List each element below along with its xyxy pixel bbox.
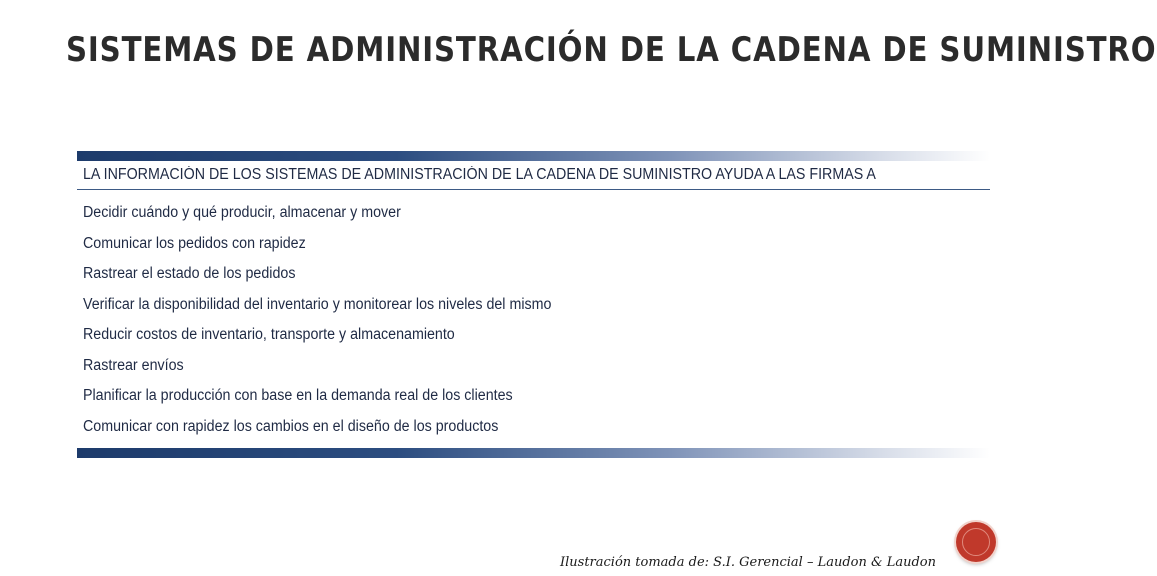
row-text: Planificar la producción con base en la demanda real de los clientes xyxy=(83,387,513,405)
slide-nav-button[interactable] xyxy=(956,522,996,562)
table-header-label: LA INFORMACIÓN DE LOS SISTEMAS DE ADMINISTRACIÓN DE LA CADENA DE SUMINISTRO AYUDA A LAS FIRMAS A xyxy=(83,166,876,183)
table-row xyxy=(77,412,990,443)
table-row xyxy=(77,290,990,321)
row-text: Comunicar los pedidos con rapidez xyxy=(83,234,306,252)
table-row xyxy=(77,229,990,260)
table-row xyxy=(77,381,990,412)
row-text: Reducir costos de inventario, transporte y almacenamiento xyxy=(83,326,455,344)
row-text: Decidir cuándo y qué producir, almacenar y mover xyxy=(83,204,401,222)
table-row xyxy=(77,351,990,382)
slide-title: SISTEMAS DE ADMINISTRACIÓN DE LA CADENA DE SUMINISTRO xyxy=(66,30,1157,70)
row-text: Rastrear el estado de los pedidos xyxy=(83,265,296,283)
table-rows xyxy=(77,190,990,448)
table-row xyxy=(77,259,990,290)
table-top-bar xyxy=(77,151,990,161)
table-row xyxy=(77,198,990,229)
table-row xyxy=(77,320,990,351)
row-text: Rastrear envíos xyxy=(83,356,184,374)
info-table xyxy=(77,151,990,458)
table-header xyxy=(77,161,990,190)
table-bottom-bar xyxy=(77,448,990,458)
image-credit-caption: Ilustración tomada de: S.I. Gerencial – Laudon & Laudon xyxy=(560,555,936,570)
row-text: Verificar la disponibilidad del inventario y monitorear los niveles del mismo xyxy=(83,295,552,313)
row-text: Comunicar con rapidez los cambios en el diseño de los productos xyxy=(83,417,499,435)
